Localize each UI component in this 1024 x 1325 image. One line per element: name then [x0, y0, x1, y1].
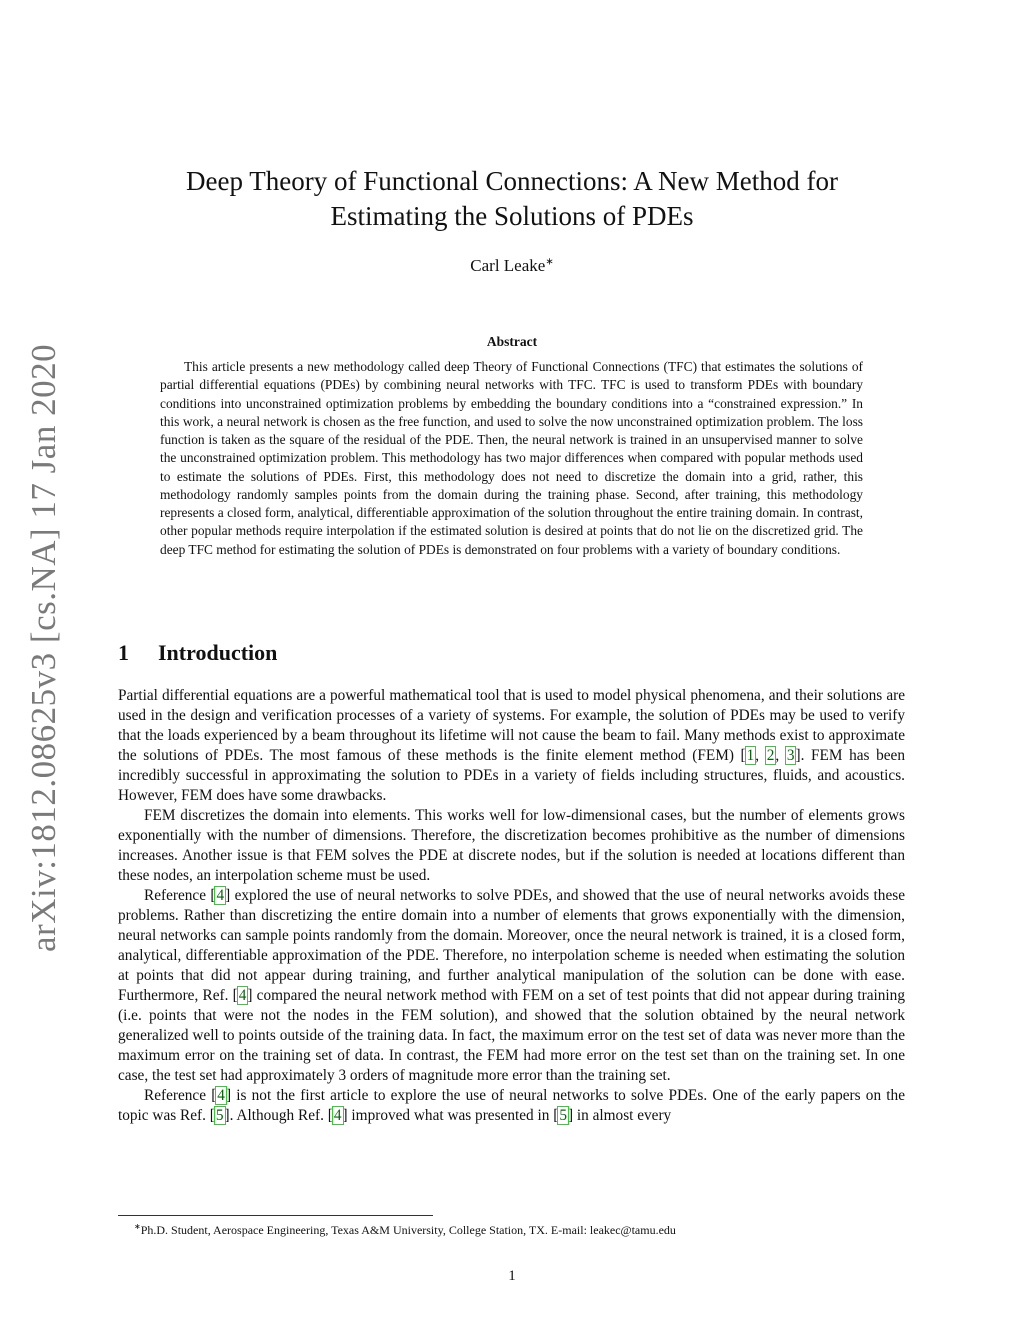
footnote-mark: ∗ — [134, 1222, 141, 1231]
paragraph-4-text-d: ] improved what was presented in [ — [342, 1107, 559, 1124]
arxiv-identifier: arXiv:1812.08625v3 [cs.NA] 17 Jan 2020 — [24, 343, 63, 952]
author-footnote-mark[interactable]: ∗ — [545, 256, 554, 268]
paragraph-3-text-a: Reference [ — [144, 887, 216, 904]
section-heading-introduction — [118, 640, 277, 666]
introduction-body — [118, 686, 905, 1126]
paragraph-4-text-e: ] in almost every — [567, 1107, 672, 1124]
citation-link[interactable]: 5 — [215, 1107, 224, 1124]
section-number: 1 — [118, 640, 129, 665]
title-line-2: Estimating the Solutions of PDEs — [330, 201, 694, 231]
citation-link[interactable]: 2 — [766, 747, 775, 764]
paragraph-3-text-b: ] explored the use of neural networks to solve PDEs, and showed that the use of neural networks avoids these problems. Rather than discretizing the entire domain into a number of elements that grows exponentially with the dimension, neural networks can sample points randomly from the domain. Moreover, once the neural network is trained, it is a closed form, analytical, differentiable approximation of the PDE. Therefore, no interpolation scheme is needed when estimating the solution at points that did not appear during training, and further analytical manipulation of the solution can be done with ease. Furthermore, Ref. [ — [118, 887, 905, 1004]
paper-title — [140, 164, 884, 234]
paragraph-1-text-a: Partial differential equations are a powerful mathematical tool that is used to model physical phenomena, and their solutions are used in the design and verification processes of a variety of systems. For example, the solution of PDEs may be used to verify that the loads experienced by a beam throughout its lifetime will not cause the beam to fail. Many methods exist to approximate the solutions of PDEs. The most famous of these methods is the finite element method (FEM) [ — [118, 687, 905, 764]
paragraph-4-text-c: ]. Although Ref. [ — [224, 1107, 333, 1124]
footnote-divider — [118, 1215, 433, 1216]
paragraph-4 — [118, 1086, 905, 1126]
citation-link[interactable]: 4 — [216, 887, 225, 904]
citation-link[interactable]: 1 — [746, 747, 755, 764]
section-title: Introduction — [158, 640, 278, 665]
paragraph-4-text-a: Reference [ — [144, 1087, 217, 1104]
citation-link[interactable]: 3 — [786, 747, 795, 764]
author — [0, 256, 1024, 276]
page-number: 1 — [508, 1268, 516, 1284]
paragraph-1: Partial differential equations are a powerful mathematical tool that is used to model physical phenomena, and their solutions are used in the design and verification processes of a variety of systems. For example, the solution of PDEs may be used to verify that the loads experienced by a beam throughout its lifetime will not cause the beam to fail. Many methods exist to approximate the solutions of PDEs. The most famous of these methods is the finite element method (FEM) [1, 2, 3]. FEM has been incredibly successful in approximating the solution to PDEs in a variety of fields including structures, fluids, and acoustics. However, FEM does have some drawbacks. — [118, 687, 905, 804]
footnote-text: Ph.D. Student, Aerospace Engineering, Texas A&M University, College Station, TX. E-mail: leakec@tamu.edu — [140, 1223, 676, 1237]
citation-link[interactable]: 5 — [559, 1107, 567, 1124]
paragraph-1-text-b: . FEM has been incredibly successful in approximating the solution to PDEs in a variety of fields including structures, fluids, and acoustics. However, FEM does have some drawbacks. — [118, 747, 905, 804]
paragraph-3 — [118, 886, 905, 1086]
citation-link[interactable]: 4 — [217, 1087, 225, 1104]
title-line-1: Deep Theory of Functional Connections: A New Method for — [186, 166, 838, 196]
paragraph-3-text-c: ] compared the neural network method with FEM on a set of test points that did not appear during training (i.e. points that were not the nodes in the FEM solution), and showed that the solution obtained by the neural network generalized well to points outside of the training data. In fact, the maximum error on the test set of data was never more than the maximum error on the training set of data. In contrast, the FEM had more error on the test set than on the training set. In one case, the test set had approximately 3 orders of magnitude more error than the training set. — [118, 987, 905, 1084]
citation-link[interactable]: 4 — [333, 1107, 342, 1124]
paragraph-4-text-b: ] is not the first article to explore the use of neural networks to solve PDEs. One of the early papers on the topic was Ref. [ — [118, 1087, 905, 1124]
abstract-text: This article presents a new methodology called deep Theory of Functional Connections (TFC) that estimates the solutions of partial differential equations (PDEs) by combining neural networks with TFC. TFC is used to transform PDEs with boundary conditions into unconstrained optimization problems by embedding the boundary conditions into a “constrained expression.” In this work, a neural network is chosen as the free function, and used to solve the now unconstrained optimization problem. The loss function is taken as the square of the residual of the PDE. Then, the neural network is trained in an unsupervised manner to solve the unconstrained optimization problem. This methodology has two major differences when compared with popular methods used to estimate the solutions of PDEs. First, this methodology does not need to discretize the domain into a grid, rather, this methodology randomly samples points from the domain during the training phase. Second, after training, this methodology represents a closed form, analytical, differentiable approximation of the solution throughout the entire training domain. In contrast, other popular methods require interpolation if the estimated solution is desired at points that do not lie on the discretized grid. The deep TFC method for estimating the solution of PDEs is demonstrated on four problems with a variety of boundary conditions. — [160, 359, 863, 557]
author-name: Carl Leake — [470, 256, 546, 275]
abstract-heading: Abstract — [486, 334, 538, 349]
citation-link[interactable]: 4 — [238, 987, 247, 1004]
footnote — [134, 1220, 894, 1237]
paragraph-2: FEM discretizes the domain into elements. This works well for low-dimensional cases, but the number of elements grows exponentially with the number of dimensions. Therefore, the discretization becomes prohibitive as the number of dimensions increases. Another issue is that FEM solves the PDE at discrete nodes, but if the solution is needed at locations different than these nodes, an interpolation scheme must be used. — [118, 807, 905, 884]
